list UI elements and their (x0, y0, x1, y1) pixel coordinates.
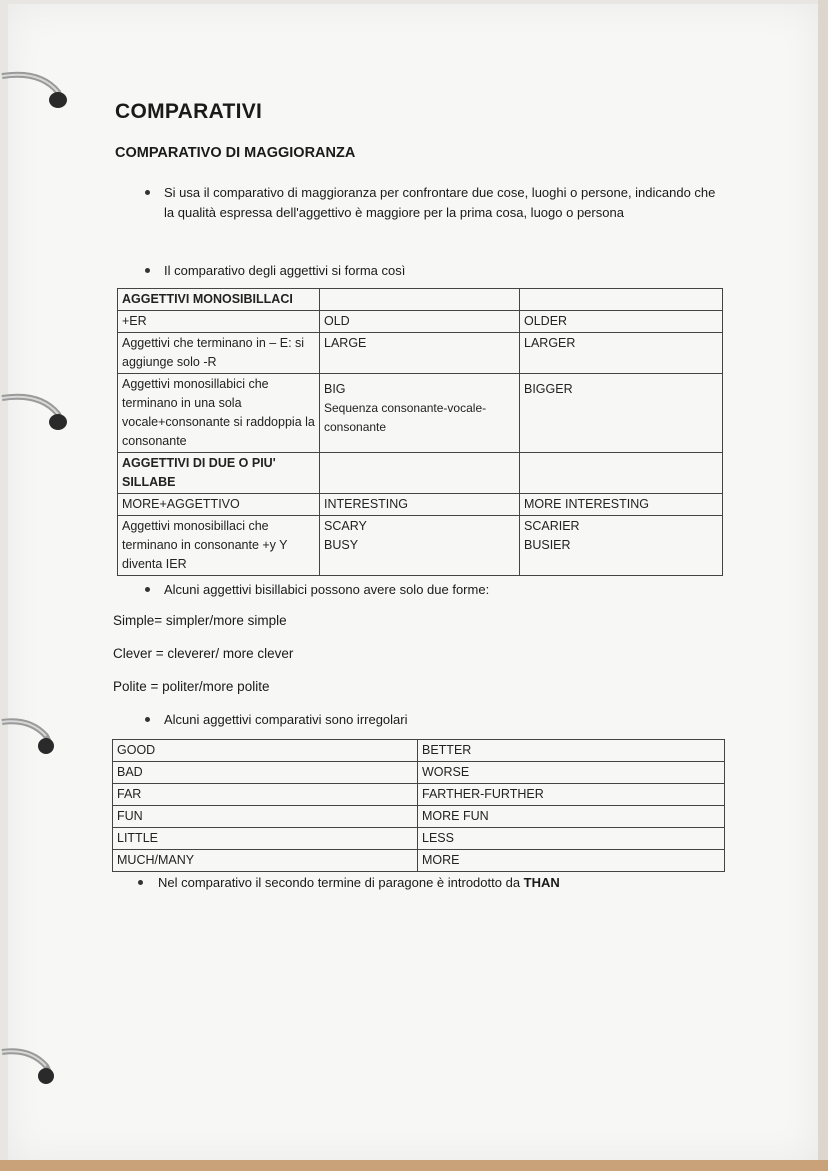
example-line: Polite = politer/more polite (113, 679, 270, 694)
table-cell (520, 289, 723, 311)
table-cell: FARTHER-FURTHER (418, 784, 725, 806)
table-cell: MORE (418, 850, 725, 872)
table-row (113, 850, 725, 872)
table-cell: BAD (113, 762, 418, 784)
bullet-text-prefix: Nel comparativo il secondo termine di paragone è introdotto da (158, 875, 524, 890)
table-cell: Aggettivi monosibillaci che terminano in consonante +y Y diventa IER (118, 516, 320, 576)
table-row (113, 740, 725, 762)
table-cell: WORSE (418, 762, 725, 784)
bullet-icon (145, 587, 150, 592)
bullet-text: Si usa il comparativo di maggioranza per confrontare due cose, luoghi o persone, indicando che la qualità espressa dell'aggettivo è maggiore per la prima cosa, luogo o persona (164, 185, 716, 220)
cell-line: SCARY (324, 519, 367, 533)
table-cell: BETTER (418, 740, 725, 762)
paper-stack-edge (818, 0, 828, 1171)
bullet-text (158, 873, 728, 893)
cell-line: BIG (324, 382, 346, 396)
irregular-table (112, 739, 725, 872)
bullet-icon (145, 268, 150, 273)
bullet-icon (145, 717, 150, 722)
table-row (113, 784, 725, 806)
table-cell: AGGETTIVI DI DUE O PIU' SILLABE (118, 453, 320, 494)
table-cell: LESS (418, 828, 725, 850)
table-cell (320, 516, 520, 576)
binder-ring-icon (0, 392, 70, 432)
table-cell: FAR (113, 784, 418, 806)
binder-ring-icon (0, 1046, 70, 1086)
cell-line: BUSY (324, 538, 359, 552)
table-cell: +ER (118, 311, 320, 333)
table-row (118, 333, 723, 374)
table-cell: LARGE (320, 333, 520, 374)
table-cell: AGGETTIVI MONOSIBILLACI (118, 289, 320, 311)
table-cell (320, 453, 520, 494)
table-cell: BIGGER (520, 374, 723, 453)
table-cell: FUN (113, 806, 418, 828)
bullet-text: Alcuni aggettivi comparativi sono irregolari (164, 712, 408, 727)
table-cell: LARGER (520, 333, 723, 374)
table-row (118, 374, 723, 453)
table-cell (320, 374, 520, 453)
folder-edge (0, 1160, 828, 1171)
table-row (118, 516, 723, 576)
table-row (118, 453, 723, 494)
binder-ring-icon (0, 716, 70, 756)
table-cell: OLD (320, 311, 520, 333)
table-row (113, 762, 725, 784)
table-cell (320, 289, 520, 311)
table-cell: Aggettivi monosillabici che terminano in una sola vocale+consonante si raddoppia la consonante (118, 374, 320, 453)
bullet-text: Il comparativo degli aggettivi si forma così (164, 263, 406, 278)
table-cell: INTERESTING (320, 494, 520, 516)
page-title: COMPARATIVI (115, 100, 263, 123)
table-cell (520, 453, 723, 494)
section-title: COMPARATIVO DI MAGGIORANZA (115, 145, 356, 161)
table-cell: MORE+AGGETTIVO (118, 494, 320, 516)
table-cell: MUCH/MANY (113, 850, 418, 872)
table-row (113, 828, 725, 850)
example-line: Simple= simpler/more simple (113, 613, 287, 628)
table-cell: MORE INTERESTING (520, 494, 723, 516)
table-row (118, 311, 723, 333)
bullet-icon (138, 880, 143, 885)
than-keyword: THAN (523, 875, 560, 890)
cell-line: SCARIER (524, 519, 580, 533)
cell-line: BUSIER (524, 538, 571, 552)
example-line: Clever = cleverer/ more clever (113, 646, 294, 661)
table-cell: MORE FUN (418, 806, 725, 828)
table-row (118, 494, 723, 516)
bullet-text: Alcuni aggettivi bisillabici possono avere solo due forme: (164, 582, 490, 597)
table-row (118, 289, 723, 311)
binder-ring-icon (0, 70, 70, 110)
table-cell: OLDER (520, 311, 723, 333)
rules-table (117, 288, 723, 576)
table-cell: Aggettivi che terminano in – E: si aggiunge solo -R (118, 333, 320, 374)
table-cell (520, 516, 723, 576)
bullet-icon (145, 190, 150, 195)
table-row (113, 806, 725, 828)
cell-note: Sequenza consonante-vocale-consonante (324, 401, 487, 434)
table-cell: GOOD (113, 740, 418, 762)
table-cell: LITTLE (113, 828, 418, 850)
